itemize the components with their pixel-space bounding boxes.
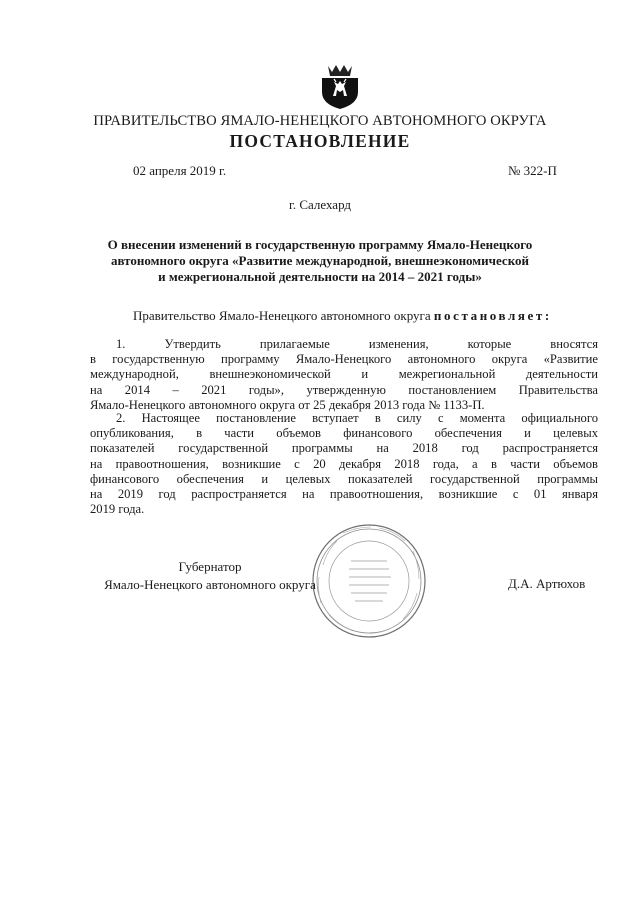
paragraph-line: 2019 года. [90,502,145,517]
signer-name: Д.А. Артюхов [508,576,586,591]
document-city: г. Салехард [288,197,352,212]
paragraph-line: на 2019 год распространяется на правоотношения, возникшие с 01 января [90,487,598,502]
signer-region: Ямало-Ненецкого автономного округа [104,577,316,592]
signer-title [90,558,330,594]
heading-line: автономного округа «Развитие международной, внешнеэкономической [110,252,529,268]
preamble-decree: постановляет: [433,308,552,323]
document-number: № 322-П [508,163,557,178]
document-type: ПОСТАНОВЛЕНИЕ [229,131,411,151]
preamble-text: Правительство Ямало-Ненецкого автономного округа [133,308,434,323]
paragraph-line: Ямало-Ненецкого автономного округа от 25 декабря 2013 года № 1133-П. [90,397,485,412]
paragraph-line: на правоотношения, возникшие с 20 декабря 2018 года, а в части объемов [90,456,598,471]
coat-of-arms-icon [318,62,362,110]
paragraph-line: 1. Утвердить прилагаемые изменения, которые вносятся [116,337,598,351]
paragraph-line: опубликования, в части объемов финансового обеспечения и целевых [90,426,598,441]
paragraph-line: финансового обеспечения и целевых показателей государственной программы [90,471,598,486]
paragraph-line: международной, внешнеэкономической и межрегиональной деятельности [90,367,598,382]
paragraph-line: 2. Настоящее постановление вступает в силу с момента официального [116,411,598,425]
document-heading [80,237,560,284]
preamble [133,308,552,324]
signer-position: Губернатор [178,559,242,574]
heading-line: и межрегиональной деятельности на 2014 – 2021 годы» [158,268,482,284]
paragraph-line: показателей государственной программы на 2018 год распространяется [90,441,598,456]
paragraph-1 [90,337,598,413]
paragraph-line: на 2014 – 2021 годы», утвержденную постановлением Правительства [90,382,598,397]
paragraph-line: в государственную программу Ямало-Ненецкого автономного округа «Развитие [90,352,598,367]
document-date: 02 апреля 2019 г. [133,163,227,178]
government-name: ПРАВИТЕЛЬСТВО ЯМАЛО-НЕНЕЦКОГО АВТОНОМНОГО ОКРУГА [93,113,547,129]
heading-line: О внесении изменений в государственную программу Ямало-Ненецкого [107,237,533,252]
paragraph-2 [90,411,598,517]
